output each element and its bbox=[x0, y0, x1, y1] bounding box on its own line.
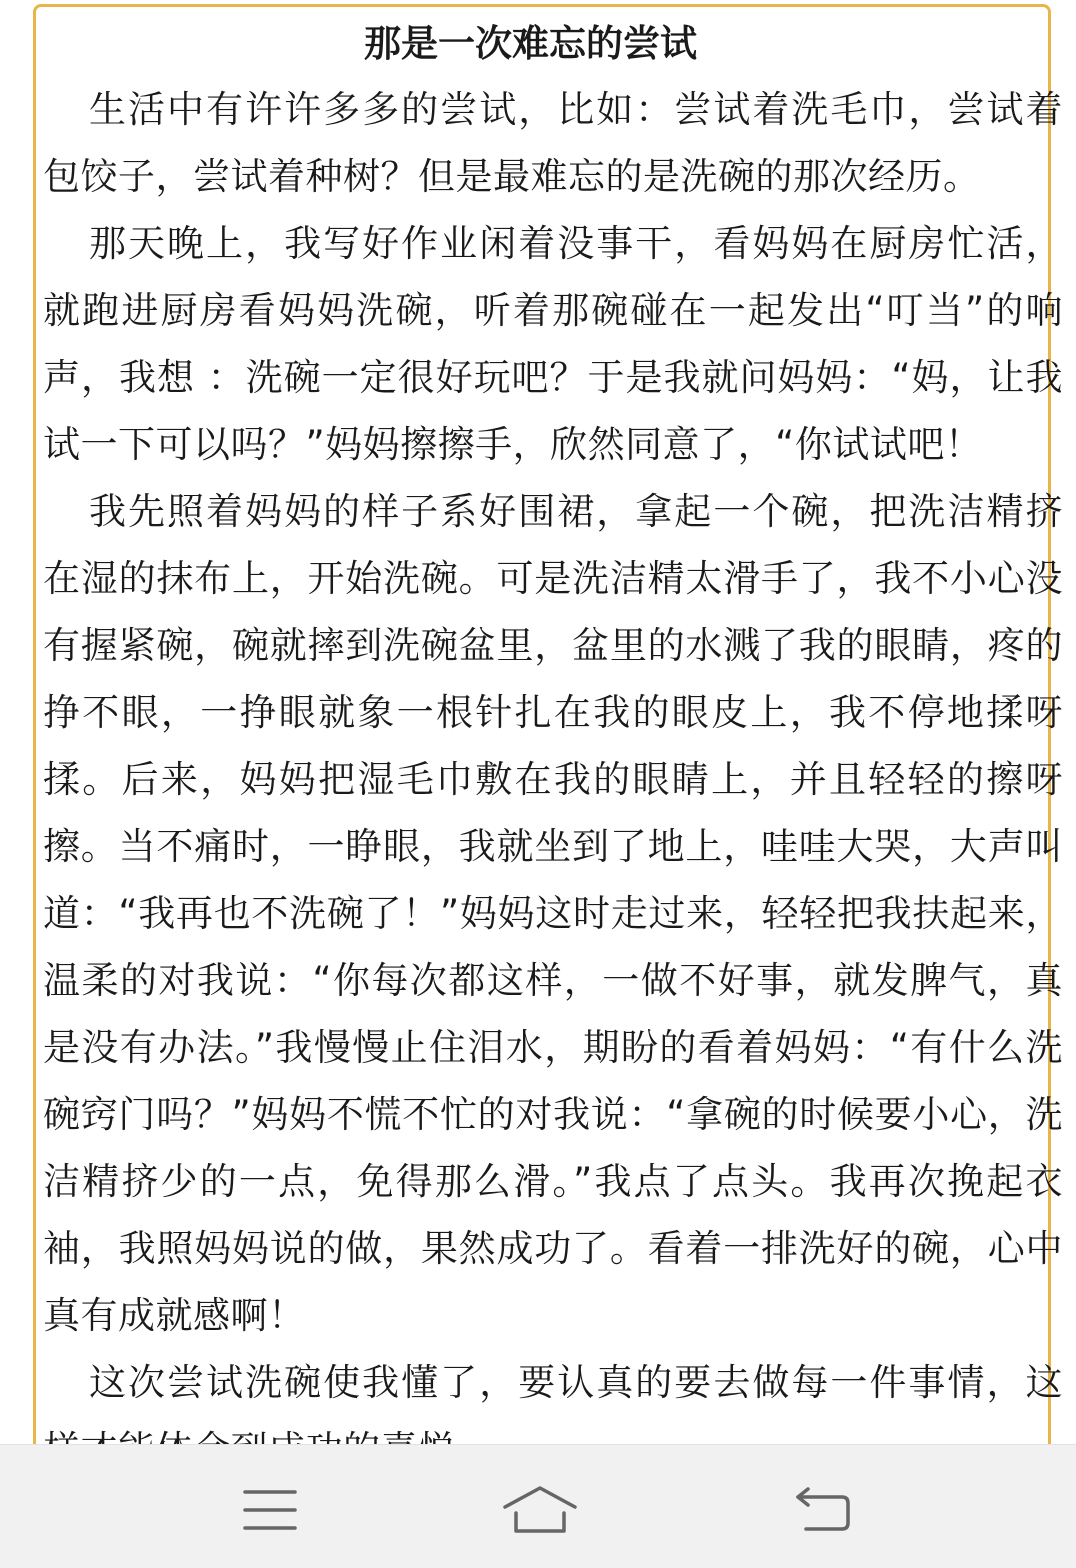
essay-paragraph-2: 那天晚上，我写好作业闲着没事干，看妈妈在厨房忙活，就跑进厨房看妈妈洗碗，听着那碗碰在一起发出“叮当”的响声，我想 ：洗碗一定很好玩吧？于是我就问妈妈：“妈，让我试一下可以吗？”妈妈擦擦手，欣然同意了，“你试试吧！ bbox=[43, 222, 1063, 466]
home-icon bbox=[502, 1485, 578, 1535]
menu-button[interactable] bbox=[210, 1465, 330, 1555]
system-navigation-bar bbox=[0, 1444, 1076, 1568]
essay-paragraph-1: 生活中有许许多多的尝试，比如：尝试着洗毛巾，尝试着包饺子，尝试着种树？但是最难忘的是洗碗的那次经历。 bbox=[43, 88, 1063, 198]
back-button[interactable] bbox=[763, 1465, 883, 1555]
essay-paragraph-4: 这次尝试洗碗使我懂了，要认真的要去做每一件事情，这 bbox=[89, 1361, 1063, 1404]
essay-body bbox=[43, 12, 1063, 1483]
essay-paragraph-3: 我先照着妈妈的样子系好围裙，拿起一个碗，把洗洁精挤在湿的抹布上，开始洗碗。可是洗洁精太滑手了，我不小心没有握紧碗，碗就摔到洗碗盆里，盆里的水溅了我的眼睛，疼的挣不眼，一挣眼就象一根针扎在我的眼皮上，我不停地揉呀揉。后来，妈妈把湿毛巾敷在我的眼睛上，并且轻轻的擦呀擦。当不痛时，一睁眼，我就坐到了地上，哇哇大哭，大声叫道：“我再也不洗碗了！”妈妈这时走过来，轻轻把我扶起来，温柔的对我说：“你每次都这样，一做不好事，就发脾气，真是没有办法。”我慢慢止住泪水，期盼的看着妈妈：“有什么洗碗窍门吗？”妈妈不慌不忙的对我说：“拿碗的时候要小心，洗洁精挤少的一点，免得那么滑。”我点了点头。我再次挽起衣袖，我照妈妈说的做，果然成功了。看着一排洗好的碗，心中真有成就感啊！ bbox=[43, 490, 1063, 1337]
essay-title: 那是一次难忘的尝试 bbox=[364, 22, 697, 65]
back-icon bbox=[794, 1487, 852, 1533]
menu-icon bbox=[243, 1488, 297, 1532]
home-button[interactable] bbox=[480, 1465, 600, 1555]
